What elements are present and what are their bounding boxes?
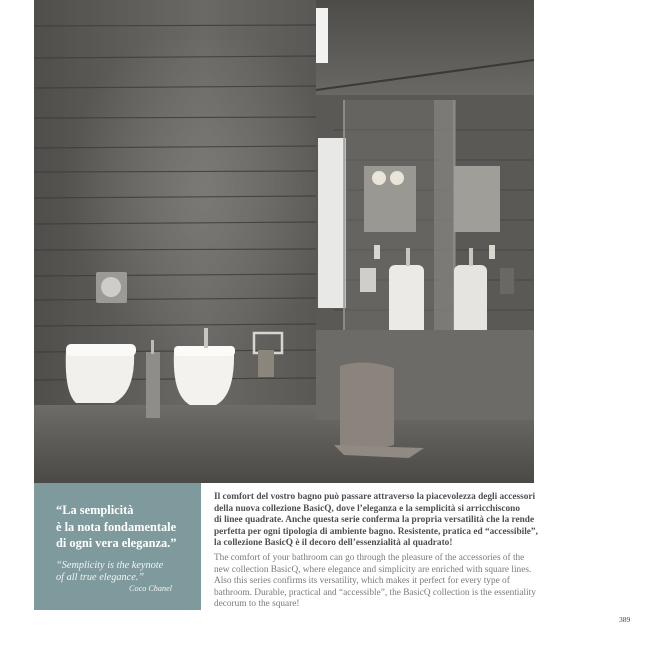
quote-italian-line: “La semplicità [56, 503, 134, 517]
body-english-line: The comfort of your bathroom can go through the pleasure of the accessories of the [214, 553, 525, 563]
body-english-line: Also this series confirms its versatility, which makes it perfect for every type of [214, 576, 510, 586]
quote-english-line: “Semplicity is the keynote [56, 559, 164, 571]
body-italian-line: la collezione BasicQ è il decoro dell’essenzialità al quadrato! [214, 538, 453, 548]
body-english-line: decorum to the square! [214, 599, 300, 609]
quote-english [56, 560, 191, 585]
quote-panel [34, 483, 201, 610]
quote-english-line: of all true elegance.” [56, 572, 145, 584]
quote-italian-line: è la nota fondamentale [56, 519, 177, 534]
quote-italian-line: di ogni vera eleganza.” [56, 536, 177, 550]
quote-italian [56, 502, 191, 552]
body-english-line: new collection BasicQ, where elegance and simplicity are enriched with square lines. [214, 564, 532, 575]
quote-author: Coco Chanel [129, 584, 172, 593]
body-italian-line: di linee quadrate. Anche questa serie conferma la propria versatilità che la rende [214, 515, 535, 525]
body-english-line: bathroom. Durable, practical and “accessible”, the BasicQ collection is the essentiality [214, 587, 536, 598]
body-italian-line: perfetta per ogni tipologia di ambiente bagno. Resistente, pratica ed “accessibile”, [214, 526, 538, 537]
body-italian-line: Il comfort del vostro bagno può passare attraverso la piacevolezza degli accessori [214, 492, 536, 502]
body-text-italian [214, 492, 538, 550]
page-number: 389 [619, 615, 631, 624]
body-text-english [214, 553, 538, 611]
bathroom-photo [34, 0, 534, 483]
body-italian-line: della nuova collezione BasicQ, dove l’eleganza e la semplicità si arricchiscono [214, 503, 520, 514]
